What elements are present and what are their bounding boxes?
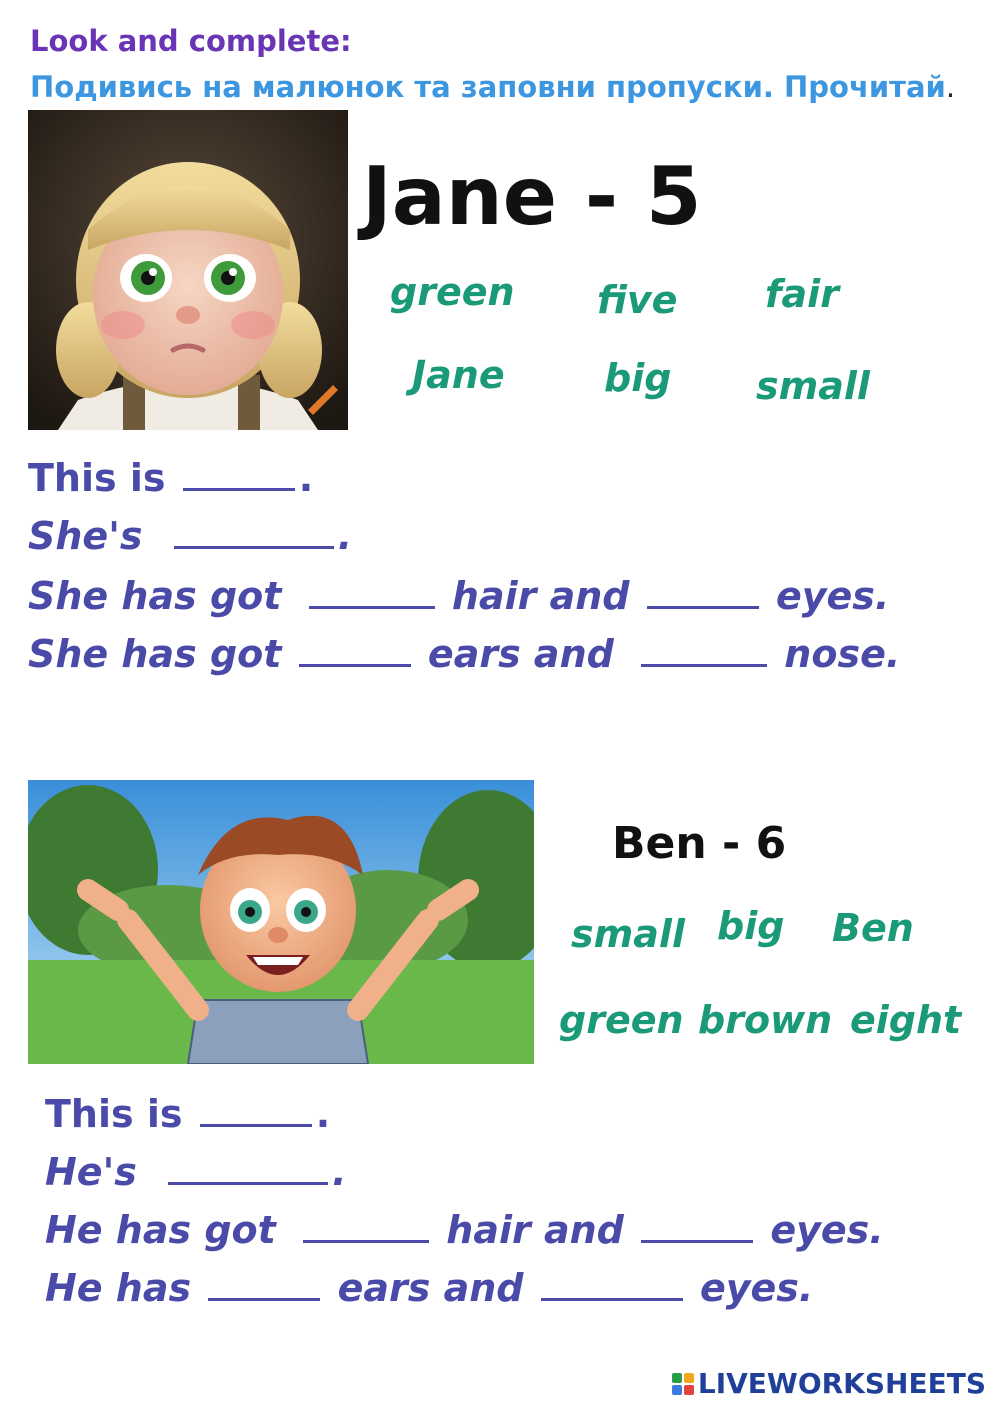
word-bank-item: small: [571, 912, 685, 956]
word-bank-item: green: [559, 998, 684, 1042]
answer-blank[interactable]: [309, 576, 435, 609]
word-bank-item: fair: [765, 272, 839, 316]
logo-grid-icon: [672, 1373, 694, 1395]
answer-blank[interactable]: [183, 458, 295, 491]
ben-picture: [28, 780, 534, 1064]
worksheet-instruction: Подивись на малюнок та заповни пропуски. Прочитай.: [30, 70, 956, 104]
word-bank-item: big: [717, 904, 785, 948]
answer-blank[interactable]: [208, 1268, 320, 1301]
word-bank-item: Ben: [832, 906, 914, 950]
word-bank-item: brown: [698, 998, 833, 1042]
jane-sentence-2: She's .: [28, 514, 353, 558]
answer-blank[interactable]: [174, 516, 334, 549]
word-bank-item: eight: [850, 998, 962, 1042]
ben-sentence-3: He has got hair and eyes.: [45, 1208, 884, 1252]
answer-blank[interactable]: [641, 634, 767, 667]
answer-blank[interactable]: [168, 1152, 328, 1185]
answer-blank[interactable]: [299, 634, 411, 667]
word-bank-item: green: [390, 270, 515, 314]
answer-blank[interactable]: [541, 1268, 683, 1301]
answer-blank[interactable]: [641, 1210, 753, 1243]
jane-sentence-1: This is .: [28, 456, 314, 500]
jane-sentence-4: She has got ears and nose.: [28, 632, 901, 676]
jane-picture: [28, 110, 348, 430]
logo-text: LIVEWORKSHEETS: [697, 1367, 986, 1400]
ben-sentence-2: He's .: [45, 1150, 347, 1194]
ben-name-age: Ben - 6: [612, 818, 787, 869]
answer-blank[interactable]: [647, 576, 759, 609]
liveworksheets-logo[interactable]: [672, 1367, 986, 1400]
ben-sentence-4: He has ears and eyes.: [45, 1266, 814, 1310]
word-bank-item: Jane: [412, 353, 505, 397]
jane-name-age: Jane - 5: [362, 150, 702, 243]
ben-sentence-1: This is .: [45, 1092, 331, 1136]
worksheet-title: Look and complete:: [30, 24, 352, 58]
answer-blank[interactable]: [200, 1094, 312, 1127]
answer-blank[interactable]: [303, 1210, 429, 1243]
word-bank-item: small: [756, 364, 870, 408]
word-bank-item: big: [604, 356, 672, 400]
jane-sentence-3: She has got hair and eyes.: [28, 574, 890, 618]
word-bank-item: five: [597, 278, 678, 322]
